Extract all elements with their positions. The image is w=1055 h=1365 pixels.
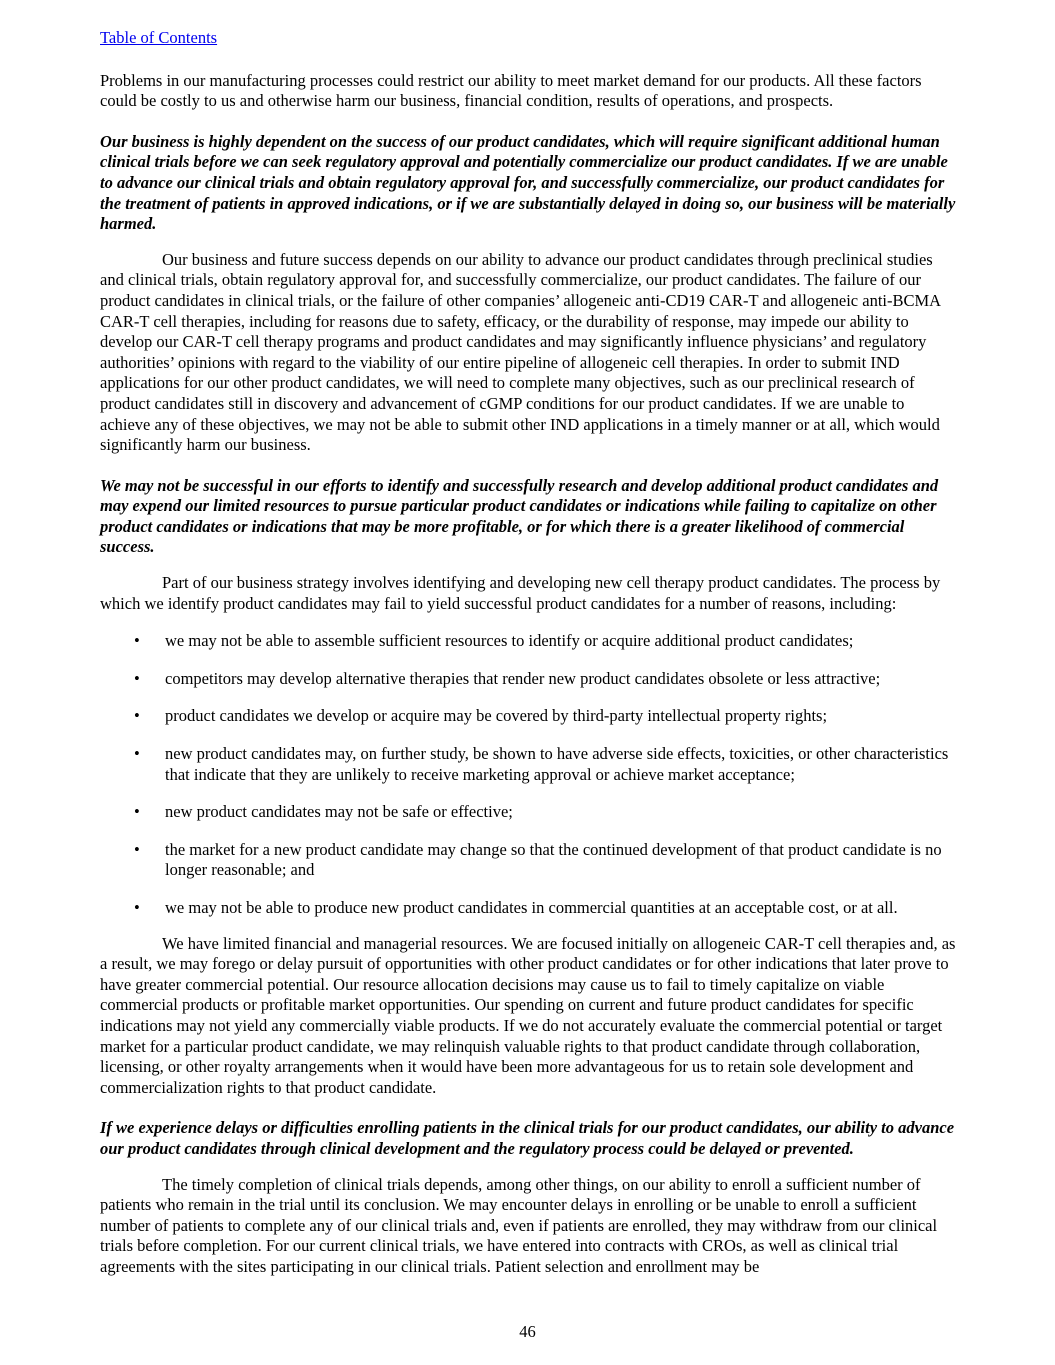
- bullet-item: • competitors may develop alternative therapies that render new product candidates obsolete or less attractive;: [100, 669, 956, 690]
- risk-heading-business-dependent: Our business is highly dependent on the success of our product candidates, which will require significant additional human clinical trials before we can seek regulatory approval and potentially commercialize our product candidates. If we are unable to advance our clinical trials and obtain regulatory approval for, and successfully commercialize, our product candidates for the treatment of patients in approved indications, or if we are substantially delayed in doing so, our business will be materially harmed.: [100, 131, 956, 234]
- toc-link-row: [100, 28, 956, 49]
- bullet-item: • product candidates we develop or acquire may be covered by third-party intellectual property rights;: [100, 706, 956, 727]
- bullet-list: [100, 631, 956, 918]
- bullet-item: • new product candidates may not be safe or effective;: [100, 802, 956, 823]
- table-of-contents-link[interactable]: Table of Contents: [100, 28, 218, 47]
- bullet-item: • the market for a new product candidate may change so that the continued development of that product candidate is no longer reasonable; and: [100, 840, 956, 881]
- paragraph-manufacturing-risk: Problems in our manufacturing processes could restrict our ability to meet market demand for our products. All these factors could be costly to us and otherwise harm our business, financial condition, results of operations, and prospects.: [100, 70, 922, 111]
- bullet-item: • we may not be able to assemble sufficient resources to identify or acquire additional product candidates;: [100, 631, 956, 652]
- paragraph-business-strategy: Part of our business strategy involves identifying and developing new cell therapy product candidates. The process by which we identify product candidates may fail to yield successful product candidates for a number of reasons, including:: [100, 573, 941, 613]
- paragraph-business-future-success: Our business and future success depends on our ability to advance our product candidates through preclinical studies and clinical trials, obtain regulatory approval for, and successfully commercialize, our product candidates. The failure of our product candidates in clinical trials, or the failure of other companies’ allogeneic anti-CD19 CAR-T and allogeneic anti-BCMA CAR-T cell therapies, including for reasons due to safety, efficacy, or the durability of response, may impede our ability to develop our CAR-T cell therapy programs and product candidates and may significantly influence physicians’ and regulatory authorities’ opinions with regard to the viability of our entire pipeline of allogeneic cell therapies. In order to submit IND applications for our other product candidates, we will need to complete many objectives, such as our preclinical research of product candidates still in discovery and advancement of cGMP conditions for our product candidates. If we are unable to achieve any of these objectives, we may not be able to submit other IND applications in a timely manner or at all, which would significantly harm our business.: [100, 249, 941, 455]
- risk-heading-identify-research: We may not be successful in our efforts to identify and successfully research and develop additional product candidates and may expend our limited resources to pursue particular product candidates or indications while failing to capitalize on other product candidates or indications that may be more profitable, or for which there is a greater likelihood of commercial success.: [100, 475, 939, 557]
- paragraph-timely-completion: The timely completion of clinical trials depends, among other things, on our ability to enroll a sufficient number of patients who remain in the trial until its conclusion. We may encounter delays in enrolling or be unable to enroll a sufficient number of patients to complete any of our clinical trials and, even if patients are enrolled, they may withdraw from our clinical trials before completion. For our current clinical trials, we have entered into contracts with CROs, as well as clinical trial agreements with the sites participating in our clinical trials. Patient selection and enrollment may be: [100, 1174, 938, 1276]
- risk-heading-enrollment-delays: If we experience delays or difficulties enrolling patients in the clinical trials for our product candidates, our ability to advance our product candidates through clinical development and the regulatory process could be delayed or prevented.: [100, 1118, 955, 1158]
- page-number: 46: [519, 1322, 536, 1342]
- bullet-item: • we may not be able to produce new product candidates in commercial quantities at an acceptable cost, or at all.: [100, 898, 956, 919]
- document-content: [100, 0, 956, 1278]
- bullet-item: • new product candidates may, on further study, be shown to have adverse side effects, toxicities, or other characteristics that indicate that they are unlikely to receive marketing approval or achieve market acceptance;: [100, 744, 956, 785]
- paragraph-limited-resources: We have limited financial and managerial resources. We are focused initially on allogeneic CAR-T cell therapies and, as a result, we may forego or delay pursuit of opportunities with other product candidates or for other indications that later prove to have greater commercial potential. Our resource allocation decisions may cause us to fail to timely capitalize on viable commercial products or profitable market opportunities. Our spending on current and future product candidates for specific indications may not yield any commercially viable products. If we do not accurately evaluate the commercial potential or target market for a particular product candidate, we may relinquish valuable rights to that product candidate through collaboration, licensing, or other royalty arrangements when it would have been more advantageous for us to retain sole development and commercialization rights to that product candidate.: [100, 933, 956, 1097]
